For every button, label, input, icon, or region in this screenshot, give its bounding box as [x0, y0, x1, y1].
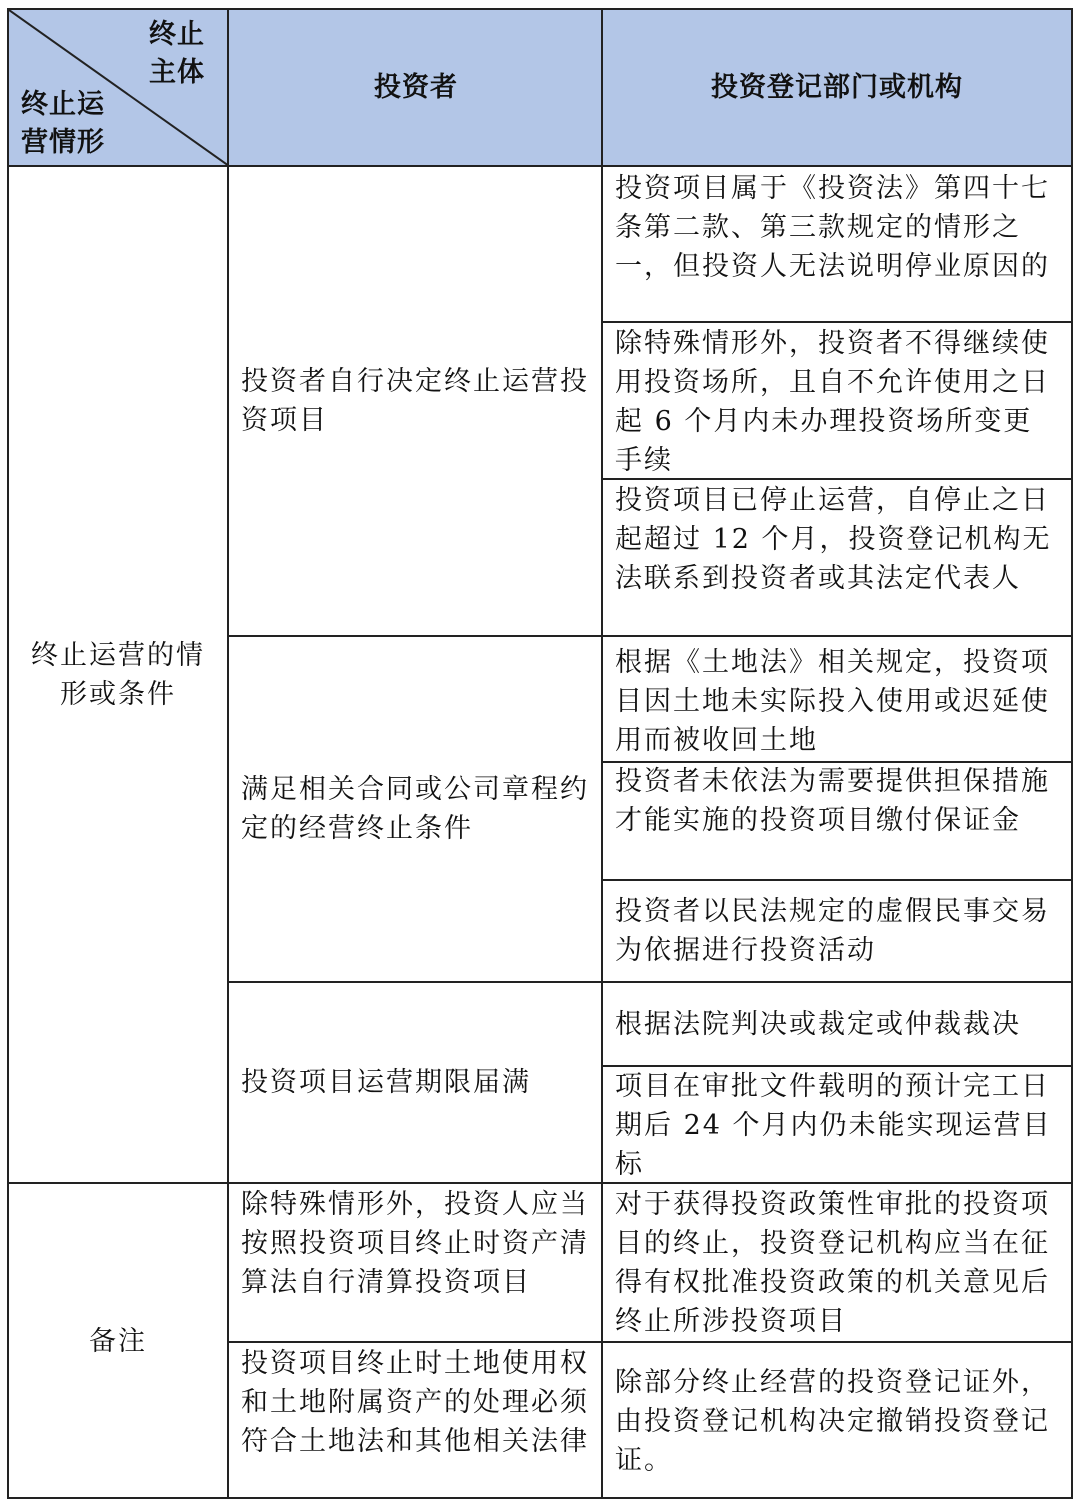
registry-item-1-2: 除特殊情形外，投资者不得继续使用投资场所，且自不允许使用之日起 6 个月内未办理投资场所变更手续: [615, 328, 1050, 476]
investor-group-3: 投资项目运营期限届满: [241, 1067, 531, 1098]
registry-item-2-1: 根据《土地法》相关规定，投资项目因土地未实际投入使用或迟延使用而被收回土地: [615, 647, 1050, 756]
corner-label-subject: 终止主体: [149, 19, 205, 88]
investor-group-2: 满足相关合同或公司章程约定的经营终止条件: [241, 774, 589, 844]
registry-item-2-2: 投资者未依法为需要提供担保措施才能实施的投资项目缴付保证金: [615, 766, 1050, 836]
corner-label-situation: 终止运营情形: [21, 89, 105, 158]
termination-table: [7, 8, 1073, 1499]
notes-investor-2: 投资项目终止时土地使用权和土地附属资产的处理必须符合土地法和其他相关法律: [241, 1348, 589, 1457]
registry-item-2-3: 投资者以民法规定的虚假民事交易为依据进行投资活动: [615, 896, 1050, 966]
investor-group-1: 投资者自行决定终止运营投资项目: [241, 366, 589, 436]
notes-investor-1: 除特殊情形外，投资人应当按照投资项目终止时资产清算法自行清算投资项目: [241, 1189, 589, 1298]
col-divider-1: [227, 10, 229, 1499]
notes-registry-1: 对于获得投资政策性审批的投资项目的终止，投资登记机构应当在征得有权批准投资政策的机关意见后终止所涉投资项目: [615, 1189, 1050, 1337]
registry-item-1-3: 投资项目已停止运营，自停止之日起超过 12 个月，投资登记机构无法联系到投资者或其法定代表人: [615, 485, 1052, 594]
registry-item-3-2: 项目在审批文件载明的预计完工日期后 24 个月内仍未能实现运营目标: [615, 1071, 1052, 1180]
section-label-notes: 备注: [89, 1326, 147, 1357]
registry-item-1-1: 投资项目属于《投资法》第四十七条第二款、第三款规定的情形之一，但投资人无法说明停业原因的: [615, 173, 1050, 282]
section-label-termination: 终止运营的情形或条件: [31, 639, 205, 710]
registry-divider-a: [601, 321, 1071, 323]
notes-registry-2: 除部分终止经营的投资登记证外，由投资登记机构决定撤销投资登记证。: [615, 1366, 1050, 1476]
header-investor: 投资者: [374, 71, 458, 103]
col-divider-2: [601, 10, 603, 1499]
registry-item-3-1: 根据法院判决或裁定或仲裁裁决: [615, 1008, 1021, 1040]
header-registry: 投资登记部门或机构: [711, 71, 963, 103]
